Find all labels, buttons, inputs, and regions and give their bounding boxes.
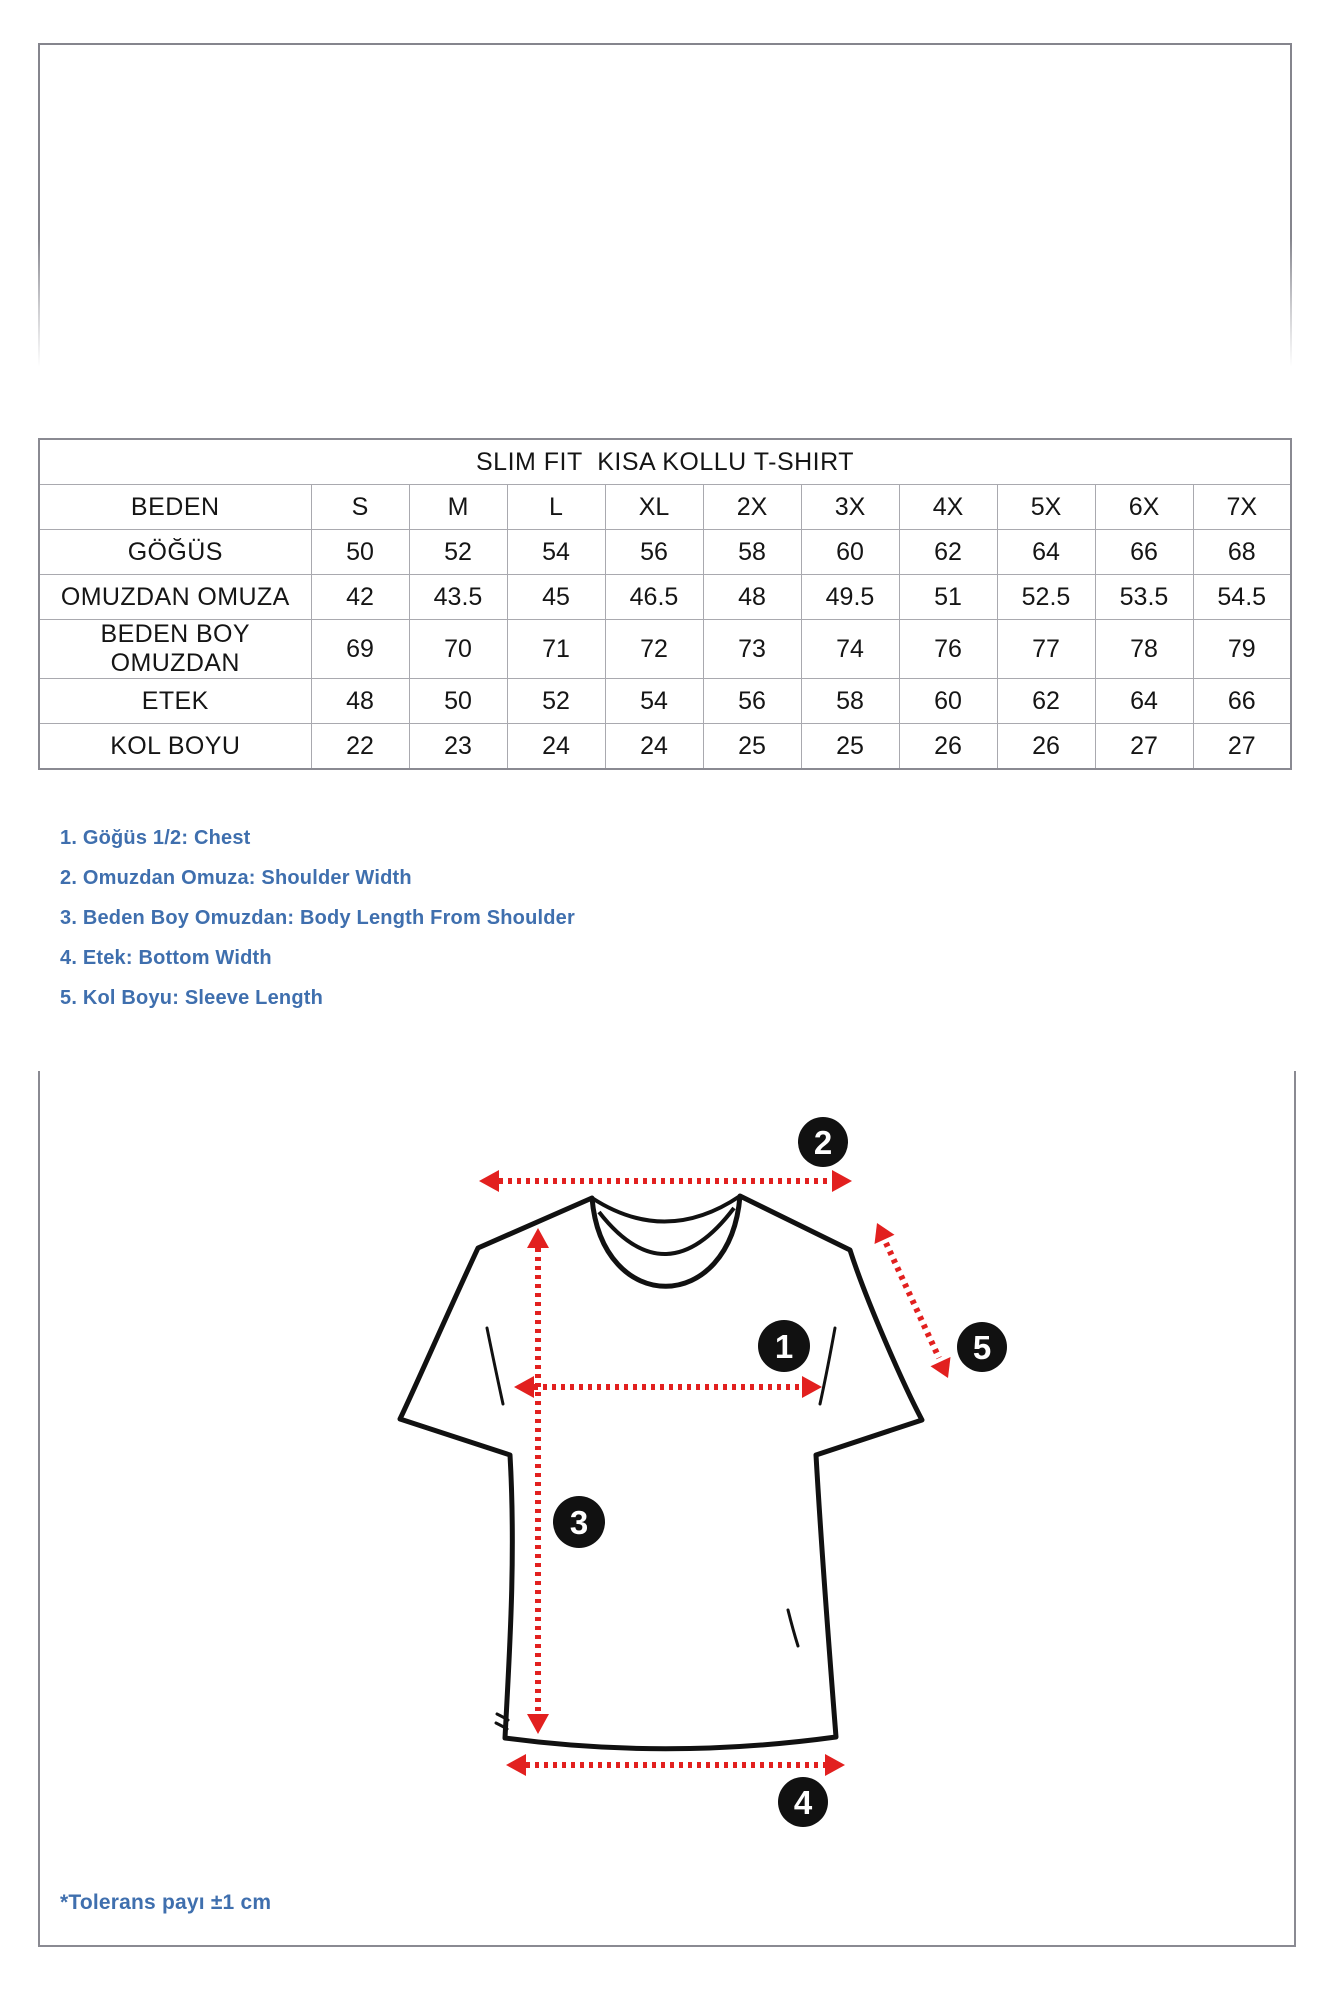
legend-item: 1. Göğüs 1/2: Chest: [60, 826, 251, 849]
table-title: SLIM FIT KISA KOLLU T-SHIRT: [39, 439, 1291, 485]
marker-5: [957, 1322, 1007, 1372]
cell: 25: [801, 724, 899, 770]
cell: 58: [703, 530, 801, 575]
cell: 60: [801, 530, 899, 575]
measure-label: OMUZDAN OMUZA: [39, 575, 311, 620]
tolerance-note: *Tolerans payı ±1 cm: [60, 1891, 272, 1914]
cell: 51: [899, 575, 997, 620]
size-col-header: 4X: [899, 485, 997, 530]
cell: 27: [1193, 724, 1291, 770]
size-col-header: L: [507, 485, 605, 530]
marker-1-label: 1: [774, 1328, 794, 1365]
measure-label: ETEK: [39, 679, 311, 724]
cell: 49.5: [801, 575, 899, 620]
marker-3-label: 3: [569, 1504, 589, 1541]
cell: 58: [801, 679, 899, 724]
legend-item: 3. Beden Boy Omuzdan: Body Length From Shoulder: [60, 906, 575, 929]
cell: 26: [899, 724, 997, 770]
cell: 56: [703, 679, 801, 724]
size-col-header: S: [311, 485, 409, 530]
cell: 23: [409, 724, 507, 770]
cell: 56: [605, 530, 703, 575]
cell: 53.5: [1095, 575, 1193, 620]
cell: 78: [1095, 620, 1193, 679]
marker-5-label: 5: [972, 1329, 992, 1366]
cell: 66: [1193, 679, 1291, 724]
marker-3: [553, 1496, 605, 1548]
cell: 48: [703, 575, 801, 620]
cell: 73: [703, 620, 801, 679]
legend-item: 2. Omuzdan Omuza: Shoulder Width: [60, 866, 412, 889]
cell: 45: [507, 575, 605, 620]
cell: 22: [311, 724, 409, 770]
cell: 62: [997, 679, 1095, 724]
cell: 62: [899, 530, 997, 575]
cell: 72: [605, 620, 703, 679]
cell: 27: [1095, 724, 1193, 770]
size-col-header: XL: [605, 485, 703, 530]
cell: 76: [899, 620, 997, 679]
cell: 24: [507, 724, 605, 770]
cell: 74: [801, 620, 899, 679]
cell: 70: [409, 620, 507, 679]
marker-1: [758, 1320, 810, 1372]
tshirt-illustration: [400, 1196, 922, 1749]
measure-label: KOL BOYU: [39, 724, 311, 770]
measure-label: GÖĞÜS: [39, 530, 311, 575]
size-col-header: 2X: [703, 485, 801, 530]
size-col-header: 5X: [997, 485, 1095, 530]
cell: 77: [997, 620, 1095, 679]
arrow-shoulder-width: [479, 1170, 852, 1192]
cell: 64: [1095, 679, 1193, 724]
cell: 26: [997, 724, 1095, 770]
cell: 66: [1095, 530, 1193, 575]
arrow-bottom-width: [506, 1754, 845, 1776]
tshirt-outline: [400, 1196, 922, 1749]
cell: 48: [311, 679, 409, 724]
cell: 64: [997, 530, 1095, 575]
cell: 50: [409, 679, 507, 724]
cell: 46.5: [605, 575, 703, 620]
marker-4-label: 4: [793, 1784, 813, 1821]
legend-item: 5. Kol Boyu: Sleeve Length: [60, 986, 324, 1009]
collar-band-line: [599, 1208, 734, 1254]
size-col-header: 7X: [1193, 485, 1291, 530]
cell: 25: [703, 724, 801, 770]
cell: 24: [605, 724, 703, 770]
cell: 60: [899, 679, 997, 724]
size-col-header: 6X: [1095, 485, 1193, 530]
legend-item: 4. Etek: Bottom Width: [60, 946, 272, 969]
cell: 52: [409, 530, 507, 575]
cell: 68: [1193, 530, 1291, 575]
cell: 54: [507, 530, 605, 575]
cell: 54: [605, 679, 703, 724]
cell: 71: [507, 620, 605, 679]
size-col-header: 3X: [801, 485, 899, 530]
marker-4: [778, 1777, 828, 1827]
marker-2-label: 2: [813, 1124, 833, 1161]
size-row-header: BEDEN: [39, 485, 311, 530]
marker-2: [798, 1117, 848, 1167]
cell: 54.5: [1193, 575, 1291, 620]
cell: 50: [311, 530, 409, 575]
cell: 69: [311, 620, 409, 679]
size-col-header: M: [409, 485, 507, 530]
cell: 43.5: [409, 575, 507, 620]
measure-label: BEDEN BOY OMUZDAN: [39, 620, 311, 679]
cell: 79: [1193, 620, 1291, 679]
collar-inner-line: [592, 1196, 740, 1222]
cell: 52.5: [997, 575, 1095, 620]
cell: 42: [311, 575, 409, 620]
cell: 52: [507, 679, 605, 724]
